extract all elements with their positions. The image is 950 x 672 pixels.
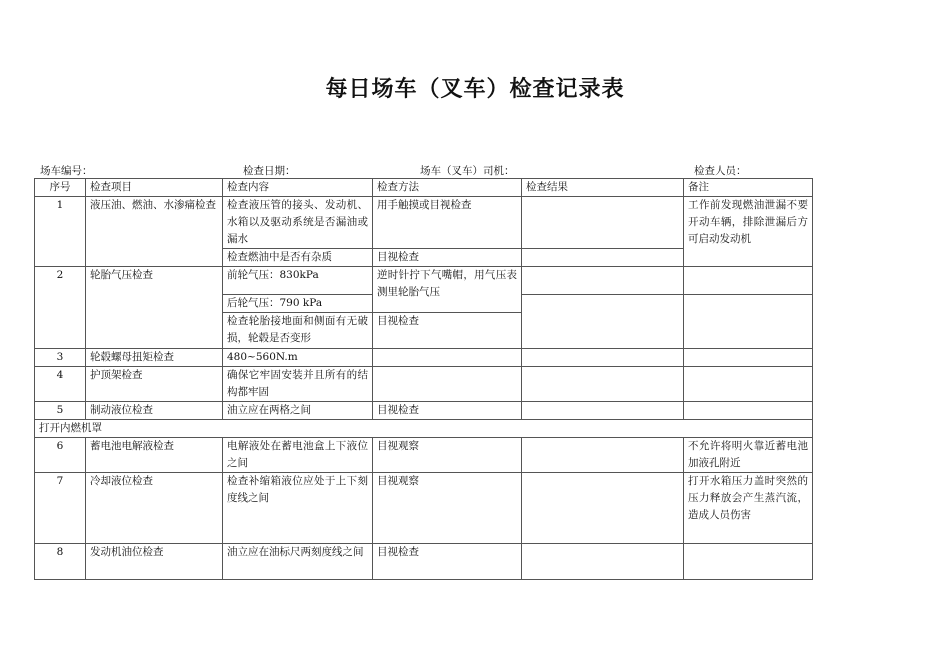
check-result[interactable] (522, 438, 684, 473)
check-method (373, 367, 522, 402)
remark (684, 544, 813, 580)
check-result[interactable] (522, 544, 684, 580)
header-cell: 备注 (684, 179, 813, 197)
check-result[interactable] (522, 367, 684, 402)
check-item: 制动液位检查 (86, 402, 223, 420)
check-item: 发动机油位检查 (86, 544, 223, 580)
check-result[interactable] (522, 402, 684, 420)
table-row (35, 267, 813, 295)
check-content: 检查燃油中是否有杂质 (223, 249, 373, 267)
row-number: 3 (35, 349, 86, 367)
remark (684, 295, 813, 349)
section-row (35, 420, 813, 438)
table-row (35, 349, 813, 367)
check-content: 电解液处在蓄电池盒上下液位之间 (223, 438, 373, 473)
remark (684, 349, 813, 367)
table-row (35, 402, 813, 420)
check-item: 蓄电池电解液检查 (86, 438, 223, 473)
check-result[interactable] (522, 197, 684, 249)
table-row (35, 438, 813, 473)
check-content: 油立应在两格之间 (223, 402, 373, 420)
check-method: 目视检查 (373, 313, 522, 349)
remark (684, 267, 813, 295)
vehicle-no-label: 场车编号： (40, 165, 93, 177)
remark: 打开水箱压力盖时突然的压力释放会产生蒸汽流，造成人员伤害 (684, 473, 813, 544)
section-label: 打开内燃机罩 (35, 420, 813, 438)
check-method: 目视观察 (373, 438, 522, 473)
check-date-label: 检查日期： (243, 165, 296, 177)
check-method: 用手触摸或目视检查 (373, 197, 522, 249)
check-method: 目视观察 (373, 473, 522, 544)
header-cell: 检查内容 (223, 179, 373, 197)
remark: 工作前发现燃油泄漏不要开动车辆，排除泄漏后方可启动发动机 (684, 197, 813, 267)
check-method: 目视检查 (373, 402, 522, 420)
check-content: 油立应在油标尺两刻度线之间 (223, 544, 373, 580)
inspection-table (34, 178, 813, 580)
page-title: 每日场车（叉车）检查记录表 (325, 77, 625, 102)
check-content: 480~560N.m (223, 349, 373, 367)
header-row (35, 179, 813, 197)
check-result[interactable] (522, 267, 684, 295)
row-number: 4 (35, 367, 86, 402)
check-result[interactable] (522, 249, 684, 267)
check-item: 冷却液位检查 (86, 473, 223, 544)
row-number: 5 (35, 402, 86, 420)
header-cell: 序号 (35, 179, 86, 197)
check-item: 护顶架检查 (86, 367, 223, 402)
header-cell: 检查方法 (373, 179, 522, 197)
remark (684, 402, 813, 420)
check-result[interactable] (522, 473, 684, 544)
check-item: 轮毂螺母扭矩检查 (86, 349, 223, 367)
table-row (35, 197, 813, 249)
remark: 不允许将明火靠近蓄电池加液孔附近 (684, 438, 813, 473)
check-method: 目视检查 (373, 544, 522, 580)
row-number: 1 (35, 197, 86, 267)
check-content: 后轮气压：790 kPa (223, 295, 373, 313)
table-row (35, 544, 813, 580)
check-content: 检查补缩箱液位应处于上下刻度线之间 (223, 473, 373, 544)
check-content: 前轮气压：830kPa (223, 267, 373, 295)
table-row (35, 473, 813, 544)
inspector-label: 检查人员： (694, 165, 747, 177)
check-item: 轮胎气压检查 (86, 267, 223, 349)
header-cell: 检查结果 (522, 179, 684, 197)
check-method: 目视检查 (373, 249, 522, 267)
header-cell: 检查项目 (86, 179, 223, 197)
check-content: 确保它牢固安装并且所有的结构都牢固 (223, 367, 373, 402)
row-number: 2 (35, 267, 86, 349)
check-result[interactable] (522, 349, 684, 367)
row-number: 7 (35, 473, 86, 544)
check-method (373, 349, 522, 367)
check-result[interactable] (522, 295, 684, 349)
check-content: 检查轮胎接地面和侧面有无破损，轮毂是否变形 (223, 313, 373, 349)
check-content: 检查液压管的接头、发动机、水箱以及驱动系统是否漏油或漏水 (223, 197, 373, 249)
table-row (35, 367, 813, 402)
driver-label: 场车（叉车）司机： (420, 165, 515, 177)
row-number: 8 (35, 544, 86, 580)
remark (684, 367, 813, 402)
check-item: 液压油、燃油、水渗痛检查 (86, 197, 223, 267)
check-method: 逆时针拧下气嘴帽，用气压表测里轮胎气压 (373, 267, 522, 313)
row-number: 6 (35, 438, 86, 473)
